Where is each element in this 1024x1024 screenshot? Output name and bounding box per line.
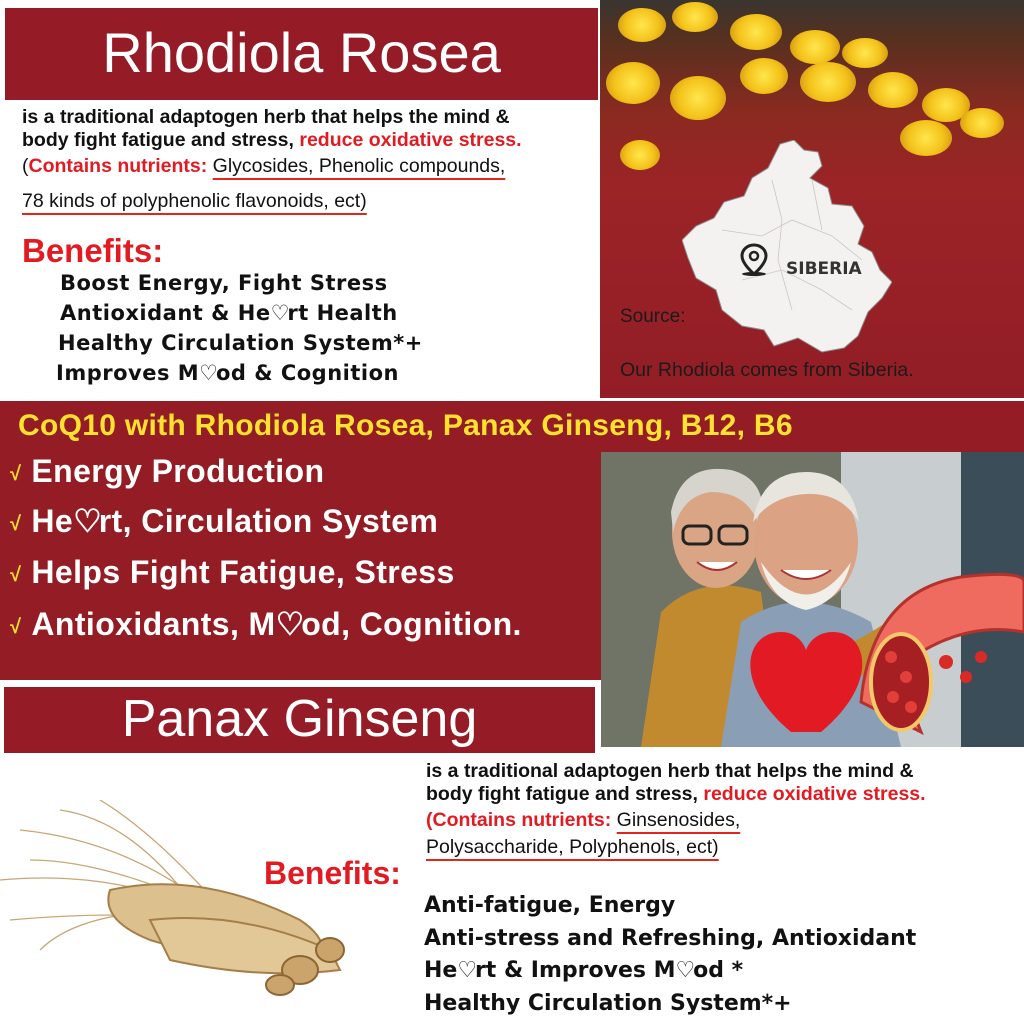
ginseng-benefit-heart-mood	[424, 955, 916, 988]
ginseng-title: Panax Ginseng	[4, 687, 595, 753]
flower-cluster	[960, 108, 1004, 138]
ginseng-nutrients-1: Ginsenosides,	[616, 809, 741, 831]
ginseng-benefit-antistress: Anti-stress and Refreshing, Antioxidant	[424, 925, 917, 951]
rhodiola-contains-label: Contains nutrients:	[28, 155, 213, 177]
ginseng-root-image	[0, 800, 360, 1000]
rhodiola-flower-photo	[600, 0, 1024, 398]
rhodiola-benefits-heading: Benefits:	[22, 232, 164, 269]
ginseng-intro-line2	[426, 783, 1016, 806]
benefit-text: od *	[693, 958, 744, 983]
benefit-text: od & Cognition	[215, 361, 399, 385]
rhodiola-benefit-mood	[56, 359, 399, 389]
contains-open: (	[22, 155, 29, 177]
coq-item-text: od, Cognition.	[301, 606, 522, 642]
origin-text: Our Rhodiola comes from Siberia.	[620, 359, 914, 381]
check-icon: √	[10, 513, 22, 535]
rhodiola-benefit-heart	[60, 299, 398, 329]
rhodiola-benefit-circulation: Healthy Circulation System*+	[58, 331, 423, 355]
coq-item-text: rt, Circulation System	[98, 503, 439, 539]
heart-icon: ♡	[270, 301, 290, 325]
check-icon: √	[10, 564, 22, 586]
rhodiola-intro	[22, 106, 602, 213]
coq-item-text: Energy Production	[31, 453, 325, 489]
benefit-text: He	[424, 958, 458, 983]
heart-icon: ♡	[73, 503, 103, 539]
rhodiola-contains-line1	[22, 155, 602, 178]
flower-cluster	[900, 120, 952, 156]
couple-photo	[601, 452, 1024, 747]
ginseng-intro-red: reduce oxidative stress.	[703, 783, 926, 805]
ginseng-contains-line1	[426, 809, 1016, 832]
benefit-text: Antioxidant & He	[60, 301, 271, 325]
coq-item-text: Helps Fight Fatigue, Stress	[31, 554, 455, 590]
coq-item-text: Antioxidants, M	[31, 606, 276, 642]
siberia-label: SIBERIA	[786, 259, 862, 279]
flower-cluster	[800, 62, 856, 102]
rhodiola-nutrients-2: 78 kinds of polyphenolic flavonoids, ect)	[22, 190, 367, 212]
heart-icon: ♡	[275, 606, 305, 642]
rhodiola-intro-line1: is a traditional adaptogen herb that helps the mind &	[22, 106, 510, 128]
check-icon: √	[10, 463, 22, 485]
contains-open: (	[426, 809, 433, 831]
flower-cluster	[606, 62, 660, 104]
benefit-text: rt Health	[287, 301, 398, 325]
location-pin-icon	[739, 243, 769, 277]
heart-icon: ♡	[457, 958, 478, 983]
ginseng-benefits-heading: Benefits:	[264, 855, 401, 891]
flower-cluster	[842, 38, 888, 68]
check-icon: √	[10, 616, 22, 638]
flower-cluster	[618, 8, 666, 42]
coq-item-antioxidants	[10, 605, 522, 643]
flower-cluster	[740, 58, 788, 94]
flower-cluster	[670, 76, 726, 120]
source-label: Source:	[620, 306, 686, 327]
couple-illustration	[601, 452, 1024, 747]
ginseng-benefit-energy: Anti-fatigue, Energy	[424, 893, 676, 918]
ginseng-intro-line1: is a traditional adaptogen herb that helps the mind &	[426, 760, 914, 782]
benefit-text: rt & Improves M	[474, 958, 676, 983]
ginseng-nutrients-2: Polysaccharide, Polyphenols, ect)	[426, 836, 719, 858]
rhodiola-title: Rhodiola Rosea	[5, 8, 598, 100]
flower-cluster	[730, 14, 782, 50]
siberia-map	[682, 140, 892, 355]
coq-headline: CoQ10 with Rhodiola Rosea, Panax Ginseng, B12, B6	[18, 409, 793, 442]
rhodiola-nutrients-1: Glycosides, Phenolic compounds,	[212, 155, 506, 177]
rhodiola-benefit-energy: Boost Energy, Fight Stress	[60, 271, 388, 295]
ginseng-benefits-list	[424, 890, 916, 1020]
coq-item-heart	[10, 502, 438, 540]
flower-cluster	[620, 140, 660, 170]
ginseng-intro-text: body fight fatigue and stress,	[426, 783, 704, 805]
rhodiola-intro-text: body fight fatigue and stress,	[22, 129, 300, 151]
coq-item-fatigue	[10, 554, 455, 591]
rhodiola-intro-red: reduce oxidative stress.	[299, 129, 522, 151]
heart-icon: ♡	[199, 361, 219, 385]
coq-item-energy	[10, 453, 324, 490]
rhodiola-intro-line2	[22, 129, 602, 152]
ginseng-contains-label: Contains nutrients:	[432, 809, 617, 831]
flower-cluster	[790, 30, 840, 64]
flower-cluster	[672, 2, 718, 32]
heart-icon: ♡	[675, 958, 696, 983]
coq-item-text: He	[31, 503, 74, 539]
ginseng-intro	[426, 760, 1016, 859]
benefit-text: Improves M	[56, 361, 200, 385]
flower-cluster	[868, 72, 918, 108]
ginseng-benefit-circulation: Healthy Circulation System*+	[424, 990, 792, 1016]
